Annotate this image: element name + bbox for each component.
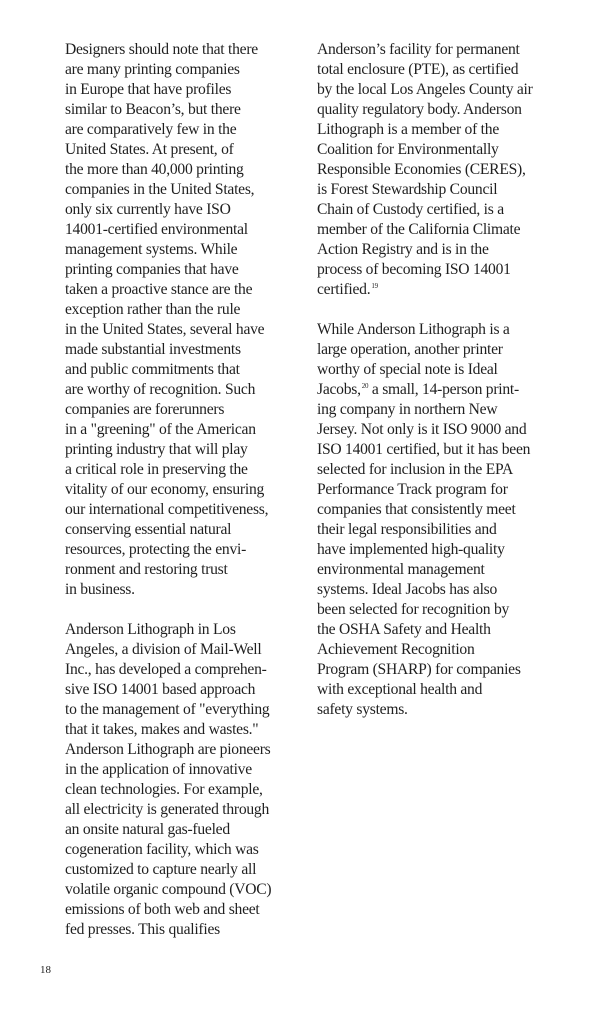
line-text: certified. — [317, 281, 371, 298]
text-line: in the application of innovative — [65, 761, 252, 778]
text-line: clean technologies. For example, — [65, 781, 263, 798]
text-line: in the United States, several have — [65, 321, 265, 338]
text-line: ronment and restoring trust — [65, 561, 228, 578]
text-line: vitality of our economy, ensuring — [65, 481, 265, 498]
paragraph-gap — [65, 600, 315, 620]
text-line: safety systems. — [317, 701, 408, 718]
text-line: Inc., has developed a comprehen- — [65, 661, 267, 678]
text-line: Designers should note that there — [65, 41, 258, 58]
text-line: in a "greening" of the American — [65, 421, 256, 438]
text-line: companies in the United States, — [65, 181, 255, 198]
text-line: fed presses. This qualifies — [65, 921, 220, 938]
left-column — [65, 40, 315, 940]
text-line: resources, protecting the envi- — [65, 541, 247, 558]
text-line: made substantial investments — [65, 341, 241, 358]
text-line: by the local Los Angeles County air — [317, 81, 533, 98]
line-text: Jacobs, — [317, 381, 361, 398]
text-line: environmental management — [317, 561, 485, 578]
text-line: customized to capture nearly all — [65, 861, 257, 878]
text-line: ISO 14001 certified, but it has been — [317, 441, 531, 458]
text-line: Coalition for Environmentally — [317, 141, 499, 158]
text-line: volatile organic compound (VOC) — [65, 881, 272, 898]
text-line: systems. Ideal Jacobs has also — [317, 581, 498, 598]
footnote-marker[interactable]: 19 — [371, 282, 378, 290]
paragraph-gap — [317, 300, 567, 320]
text-line: While Anderson Lithograph is a — [317, 321, 510, 338]
text-line: a critical role in preserving the — [65, 461, 248, 478]
text-line: Anderson Lithograph are pioneers — [65, 741, 271, 758]
text-line: sive ISO 14001 based approach — [65, 681, 256, 698]
text-line: our international competitiveness, — [65, 501, 269, 518]
text-line: large operation, another printer — [317, 341, 503, 358]
text-line: Achievement Recognition — [317, 641, 475, 658]
text-line: Anderson’s facility for permanent — [317, 41, 520, 58]
text-line: similar to Beacon’s, but there — [65, 101, 241, 118]
text-line: are worthy of recognition. Such — [65, 381, 256, 398]
text-line: Angeles, a division of Mail-Well — [65, 641, 262, 658]
text-line: Action Registry and is in the — [317, 241, 489, 258]
text-line: emissions of both web and sheet — [65, 901, 260, 918]
text-line: only six currently have ISO — [65, 201, 231, 218]
text-line: Responsible Economies (CERES), — [317, 161, 526, 178]
text-line: total enclosure (PTE), as certified — [317, 61, 519, 78]
right-column — [317, 40, 567, 720]
text-line: companies are forerunners — [65, 401, 225, 418]
text-line: ing company in northern New — [317, 401, 498, 418]
line-text: a small, 14-person print- — [368, 381, 519, 398]
text-line: 14001-certified environmental — [65, 221, 248, 238]
text-line: Performance Track program for — [317, 481, 508, 498]
text-line: management systems. While — [65, 241, 238, 258]
text-line: conserving essential natural — [65, 521, 232, 538]
text-line: Program (SHARP) for companies — [317, 661, 521, 678]
text-line: Lithograph is a member of the — [317, 121, 499, 138]
paragraph-ideal-jacobs — [317, 320, 567, 720]
text-line: the OSHA Safety and Health — [317, 621, 491, 638]
text-line: with exceptional health and — [317, 681, 483, 698]
text-line-with-footnote — [317, 280, 567, 300]
text-line: Jersey. Not only is it ISO 9000 and — [317, 421, 527, 438]
text-line: in business. — [65, 581, 135, 598]
text-line: that it takes, makes and wastes." — [65, 721, 259, 738]
paragraph-printing-companies — [65, 40, 315, 600]
text-line-with-footnote — [317, 380, 567, 400]
text-line: are many printing companies — [65, 61, 240, 78]
text-line: been selected for recognition by — [317, 601, 510, 618]
page-number: 18 — [40, 964, 51, 976]
text-line: Anderson Lithograph in Los — [65, 621, 236, 638]
footnote-marker[interactable]: 20 — [361, 382, 369, 390]
text-line: and public commitments that — [65, 361, 240, 378]
text-line: the more than 40,000 printing — [65, 161, 244, 178]
text-line: member of the California Climate — [317, 221, 521, 238]
text-line: United States. At present, of — [65, 141, 234, 158]
text-line: to the management of "everything — [65, 701, 270, 718]
text-line: printing companies that have — [65, 261, 239, 278]
text-line: are comparatively few in the — [65, 121, 237, 138]
text-line: selected for inclusion in the EPA — [317, 461, 514, 478]
text-line: printing industry that will play — [65, 441, 248, 458]
paragraph-anderson-lithograph — [65, 620, 315, 940]
text-line: cogeneration facility, which was — [65, 841, 259, 858]
text-line: exception rather than the rule — [65, 301, 241, 318]
text-line: their legal responsibilities and — [317, 521, 497, 538]
text-line: Chain of Custody certified, is a — [317, 201, 504, 218]
text-line: worthy of special note is Ideal — [317, 361, 498, 378]
text-line: have implemented high-quality — [317, 541, 505, 558]
text-line: companies that consistently meet — [317, 501, 516, 518]
text-line: an onsite natural gas-fueled — [65, 821, 230, 838]
paragraph-anderson-facility — [317, 40, 567, 300]
text-line: in Europe that have profiles — [65, 81, 232, 98]
text-line: taken a proactive stance are the — [65, 281, 253, 298]
text-line: all electricity is generated through — [65, 801, 270, 818]
text-line: process of becoming ISO 14001 — [317, 261, 511, 278]
text-line: is Forest Stewardship Council — [317, 181, 498, 198]
text-line: quality regulatory body. Anderson — [317, 101, 522, 118]
